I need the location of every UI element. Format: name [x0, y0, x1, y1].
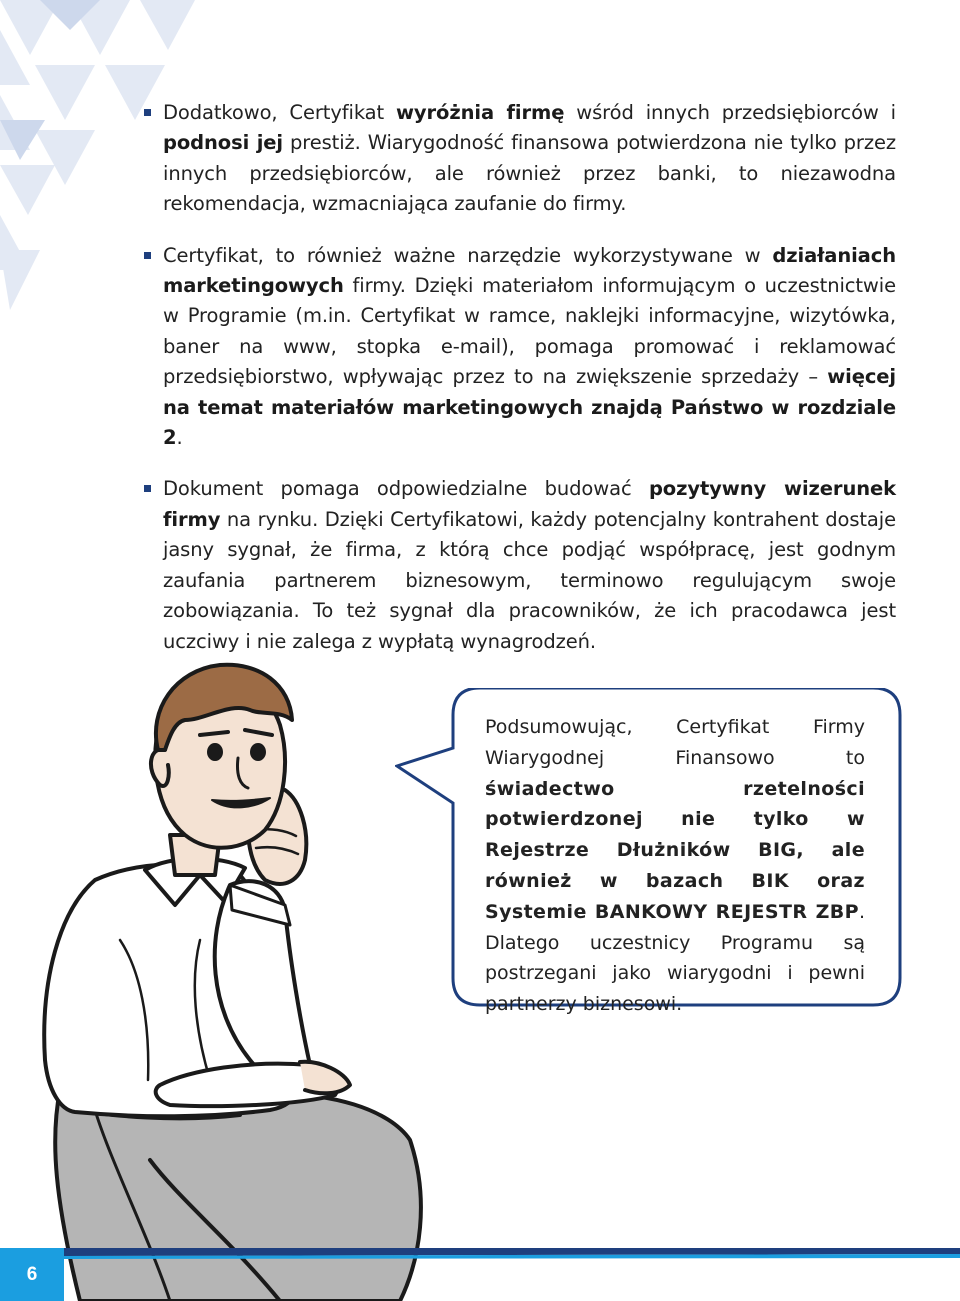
benefits-list	[144, 98, 896, 678]
text-segment: na rynku. Dzięki Certyfikatowi, każdy potencjalny kontrahent dostaje jasny sygnał, że firma, z którą chce podjąć współpracę, jest godnym zaufania partnerem biznesowym, terminowo regulującym swoje zobowiązania. To też sygnał dla pracowników, że ich pracodawca jest uczciwy i nie zalega z wypłatą wynagrodzeń.	[163, 507, 896, 653]
text-segment: . Dlatego uczestnicy Programu są postrzegani jako wiarygodni i pewni partnerzy biznesowi.	[485, 900, 865, 1016]
bullet-square-icon	[144, 109, 151, 116]
text-segment: Certyfikat, to również ważne narzędzie wykorzystywane w	[163, 243, 773, 267]
bold-text: świadectwo rzetelności potwierdzonej nie tylko w Rejestrze Dłużników BIG, ale również w bazach BIK oraz Systemie BANKOWY REJESTR ZBP	[485, 777, 865, 923]
bold-text: wyróżnia firmę	[396, 101, 565, 124]
bold-text: więcej na temat materiałów marketingowych znajdą Państwo w rozdziale 2	[163, 365, 896, 450]
page-number: 6	[0, 1248, 64, 1301]
text-segment: Podsumowując, Certyfikat Firmy Wiarygodnej Finansowo to	[485, 716, 865, 769]
bold-text: pozytywny wizerunek firmy	[163, 477, 896, 531]
bullet-item	[144, 241, 896, 454]
bullet-item	[144, 474, 896, 656]
bullet-square-icon	[144, 485, 151, 492]
bullet-item	[144, 98, 896, 220]
bubble-text	[485, 712, 865, 1020]
footer-band	[0, 1248, 960, 1301]
bold-text: działaniach marketingowych	[163, 243, 896, 298]
text-segment: .	[176, 426, 183, 450]
bold-text: podnosi jej	[163, 131, 284, 155]
text-segment: Dokument pomaga odpowiedzialne budować	[163, 477, 649, 501]
text-segment: Dodatkowo, Certyfikat	[163, 101, 396, 124]
text-segment: prestiż. Wiarygodność finansowa potwierdzona nie tylko przez innych przedsiębiorców, ale również przez banki, to niezawodna rekomendacja, wzmacniająca zaufanie do firmy.	[163, 131, 897, 216]
text-segment: wśród innych przedsiębiorców i	[564, 101, 896, 124]
bullet-square-icon	[144, 252, 151, 259]
text-segment: firmy. Dzięki materiałom informującym o uczestnictwie w Programie (m.in. Certyfikat w ramce, naklejki informacyjne, wizytówka, baner na www, stopka e-mail), pomaga promować i reklamować przedsiębiorstwo, wpływając przez to na zwiększenie sprzedaży –	[163, 274, 896, 389]
